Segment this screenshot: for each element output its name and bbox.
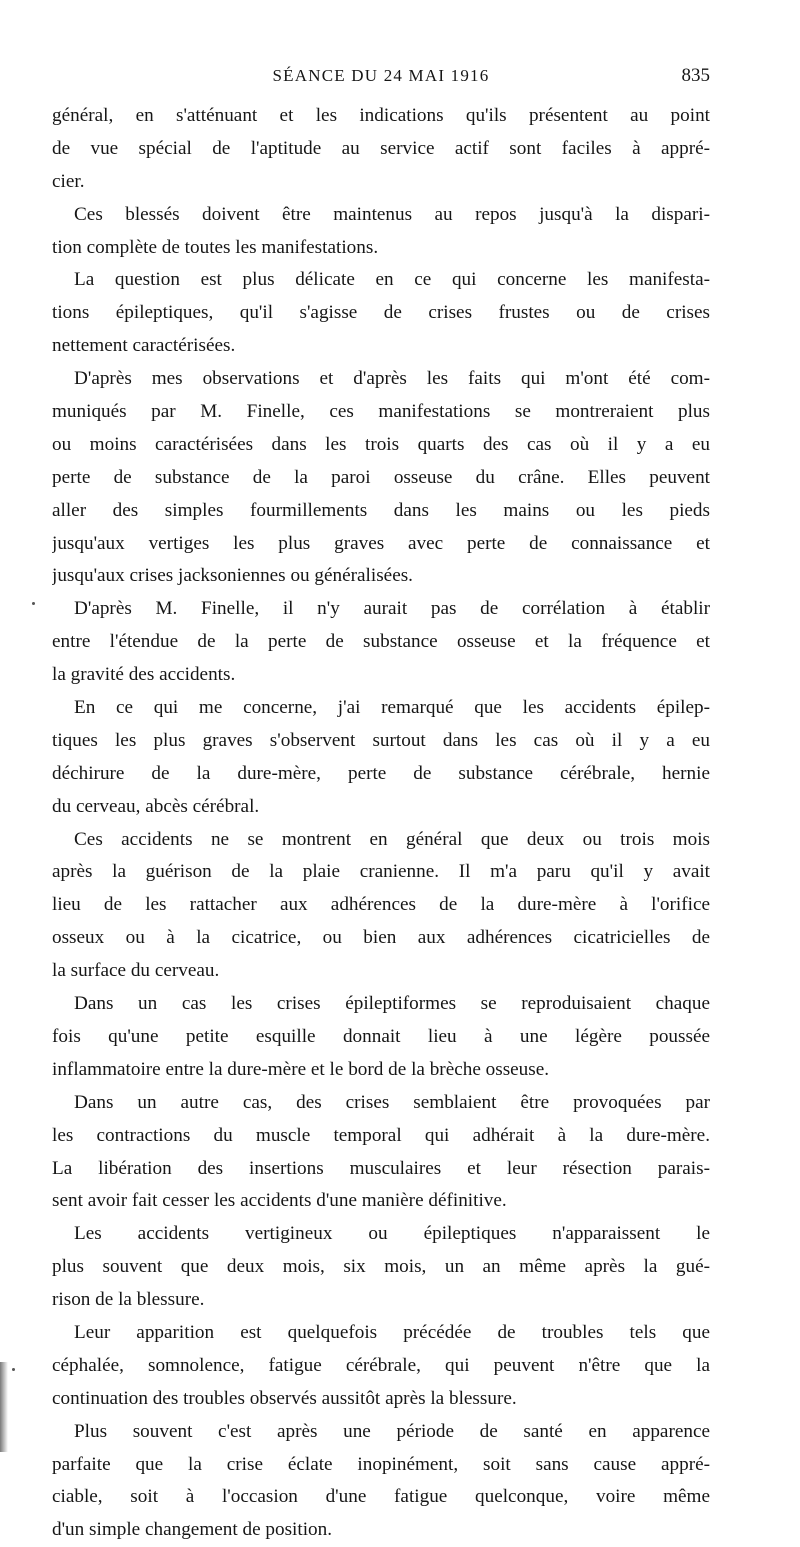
scan-speck [12,1368,15,1371]
text-line: Plus souvent c'est après une période de santé en apparence [74,1420,710,1442]
page-header [52,62,710,90]
text-line: ciable, soit à l'occasion d'une fatigue quelconque, voire même [52,1486,710,1508]
text-line: fois qu'une petite esquille donnait lieu à une légère poussée [52,1025,710,1047]
text-line: Dans un cas les crises épileptiformes se reproduisaient chaque [74,993,710,1015]
text-line: jusqu'aux crises jacksoniennes ou généralisées. [52,565,413,587]
text-line: général, en s'atténuant et les indications qu'ils présentent au point [52,105,710,126]
text-line: muniqués par M. Finelle, ces manifestations se montreraient plus [52,401,710,423]
text-line: rison de la blessure. [52,1289,205,1311]
running-title: SÉANCE DU 24 MAI 1916 [272,66,490,85]
page-number: 835 [681,65,710,86]
text-line: entre l'étendue de la perte de substance osseuse et la fréquence et [52,631,710,653]
scan-edge-shadow [0,1362,8,1452]
text-line: D'après mes observations et d'après les faits qui m'ont été com- [74,368,710,390]
text-line: plus souvent que deux mois, six mois, un an même après la gué- [52,1256,710,1278]
text-line: osseux ou à la cicatrice, ou bien aux adhérences cicatricielles de [52,927,710,949]
text-line: Dans un autre cas, des crises semblaient être provoquées par [74,1091,710,1113]
text-line: lieu de les rattacher aux adhérences de la dure-mère à l'orifice [52,894,710,916]
text-line: continuation des troubles observés aussitôt après la blessure. [52,1387,517,1409]
text-line: les contractions du muscle temporal qui adhérait à la dure-mère. [52,1124,710,1146]
text-line: tion complète de toutes les manifestations. [52,236,379,258]
text-line: du cerveau, abcès cérébral. [52,795,260,817]
text-line: la surface du cerveau. [52,960,220,982]
text-line: sent avoir fait cesser les accidents d'une manière définitive. [52,1190,507,1212]
text-line: Ces blessés doivent être maintenus au repos jusqu'à la dispari- [74,203,710,225]
text-line: après la guérison de la plaie cranienne. Il m'a paru qu'il y avait [52,861,710,883]
text-line: cier. [52,170,85,192]
text-line: de vue spécial de l'aptitude au service actif sont faciles à appré- [52,137,710,159]
text-line: céphalée, somnolence, fatigue cérébrale, qui peuvent n'être que la [52,1354,710,1376]
text-line: La libération des insertions musculaires et leur résection parais- [52,1157,710,1179]
text-line: d'un simple changement de position. [52,1519,333,1541]
text-line: tions épileptiques, qu'il s'agisse de crises frustes ou de crises [52,302,710,324]
text-line: jusqu'aux vertiges les plus graves avec perte de connaissance et [52,532,710,554]
text-line: ou moins caractérisées dans les trois quarts des cas où il y a eu [52,433,710,455]
text-line: tiques les plus graves s'observent surtout dans les cas où il y a eu [52,729,710,751]
text-line: Leur apparition est quelquefois précédée de troubles tels que [74,1321,710,1343]
text-line: la gravité des accidents. [52,664,236,686]
text-line: parfaite que la crise éclate inopinément, soit sans cause appré- [52,1453,710,1475]
text-line: perte de substance de la paroi osseuse du crâne. Elles peuvent [52,466,710,488]
text-line: En ce qui me concerne, j'ai remarqué que les accidents épilep- [74,697,710,719]
text-line: déchirure de la dure-mère, perte de substance cérébrale, hernie [52,762,710,784]
body-text [52,100,710,1547]
text-line: Ces accidents ne se montrent en général que deux ou trois mois [74,828,710,850]
scan-speck [32,602,35,605]
text-line: aller des simples fourmillements dans les mains ou les pieds [52,499,710,521]
text-line: Les accidents vertigineux ou épileptiques n'apparaissent le [74,1223,710,1245]
text-line: D'après M. Finelle, il n'y aurait pas de corrélation à établir [74,598,710,620]
text-line: nettement caractérisées. [52,335,236,357]
text-line: La question est plus délicate en ce qui concerne les manifesta- [74,269,710,291]
text-line: inflammatoire entre la dure-mère et le bord de la brèche osseuse. [52,1058,550,1080]
